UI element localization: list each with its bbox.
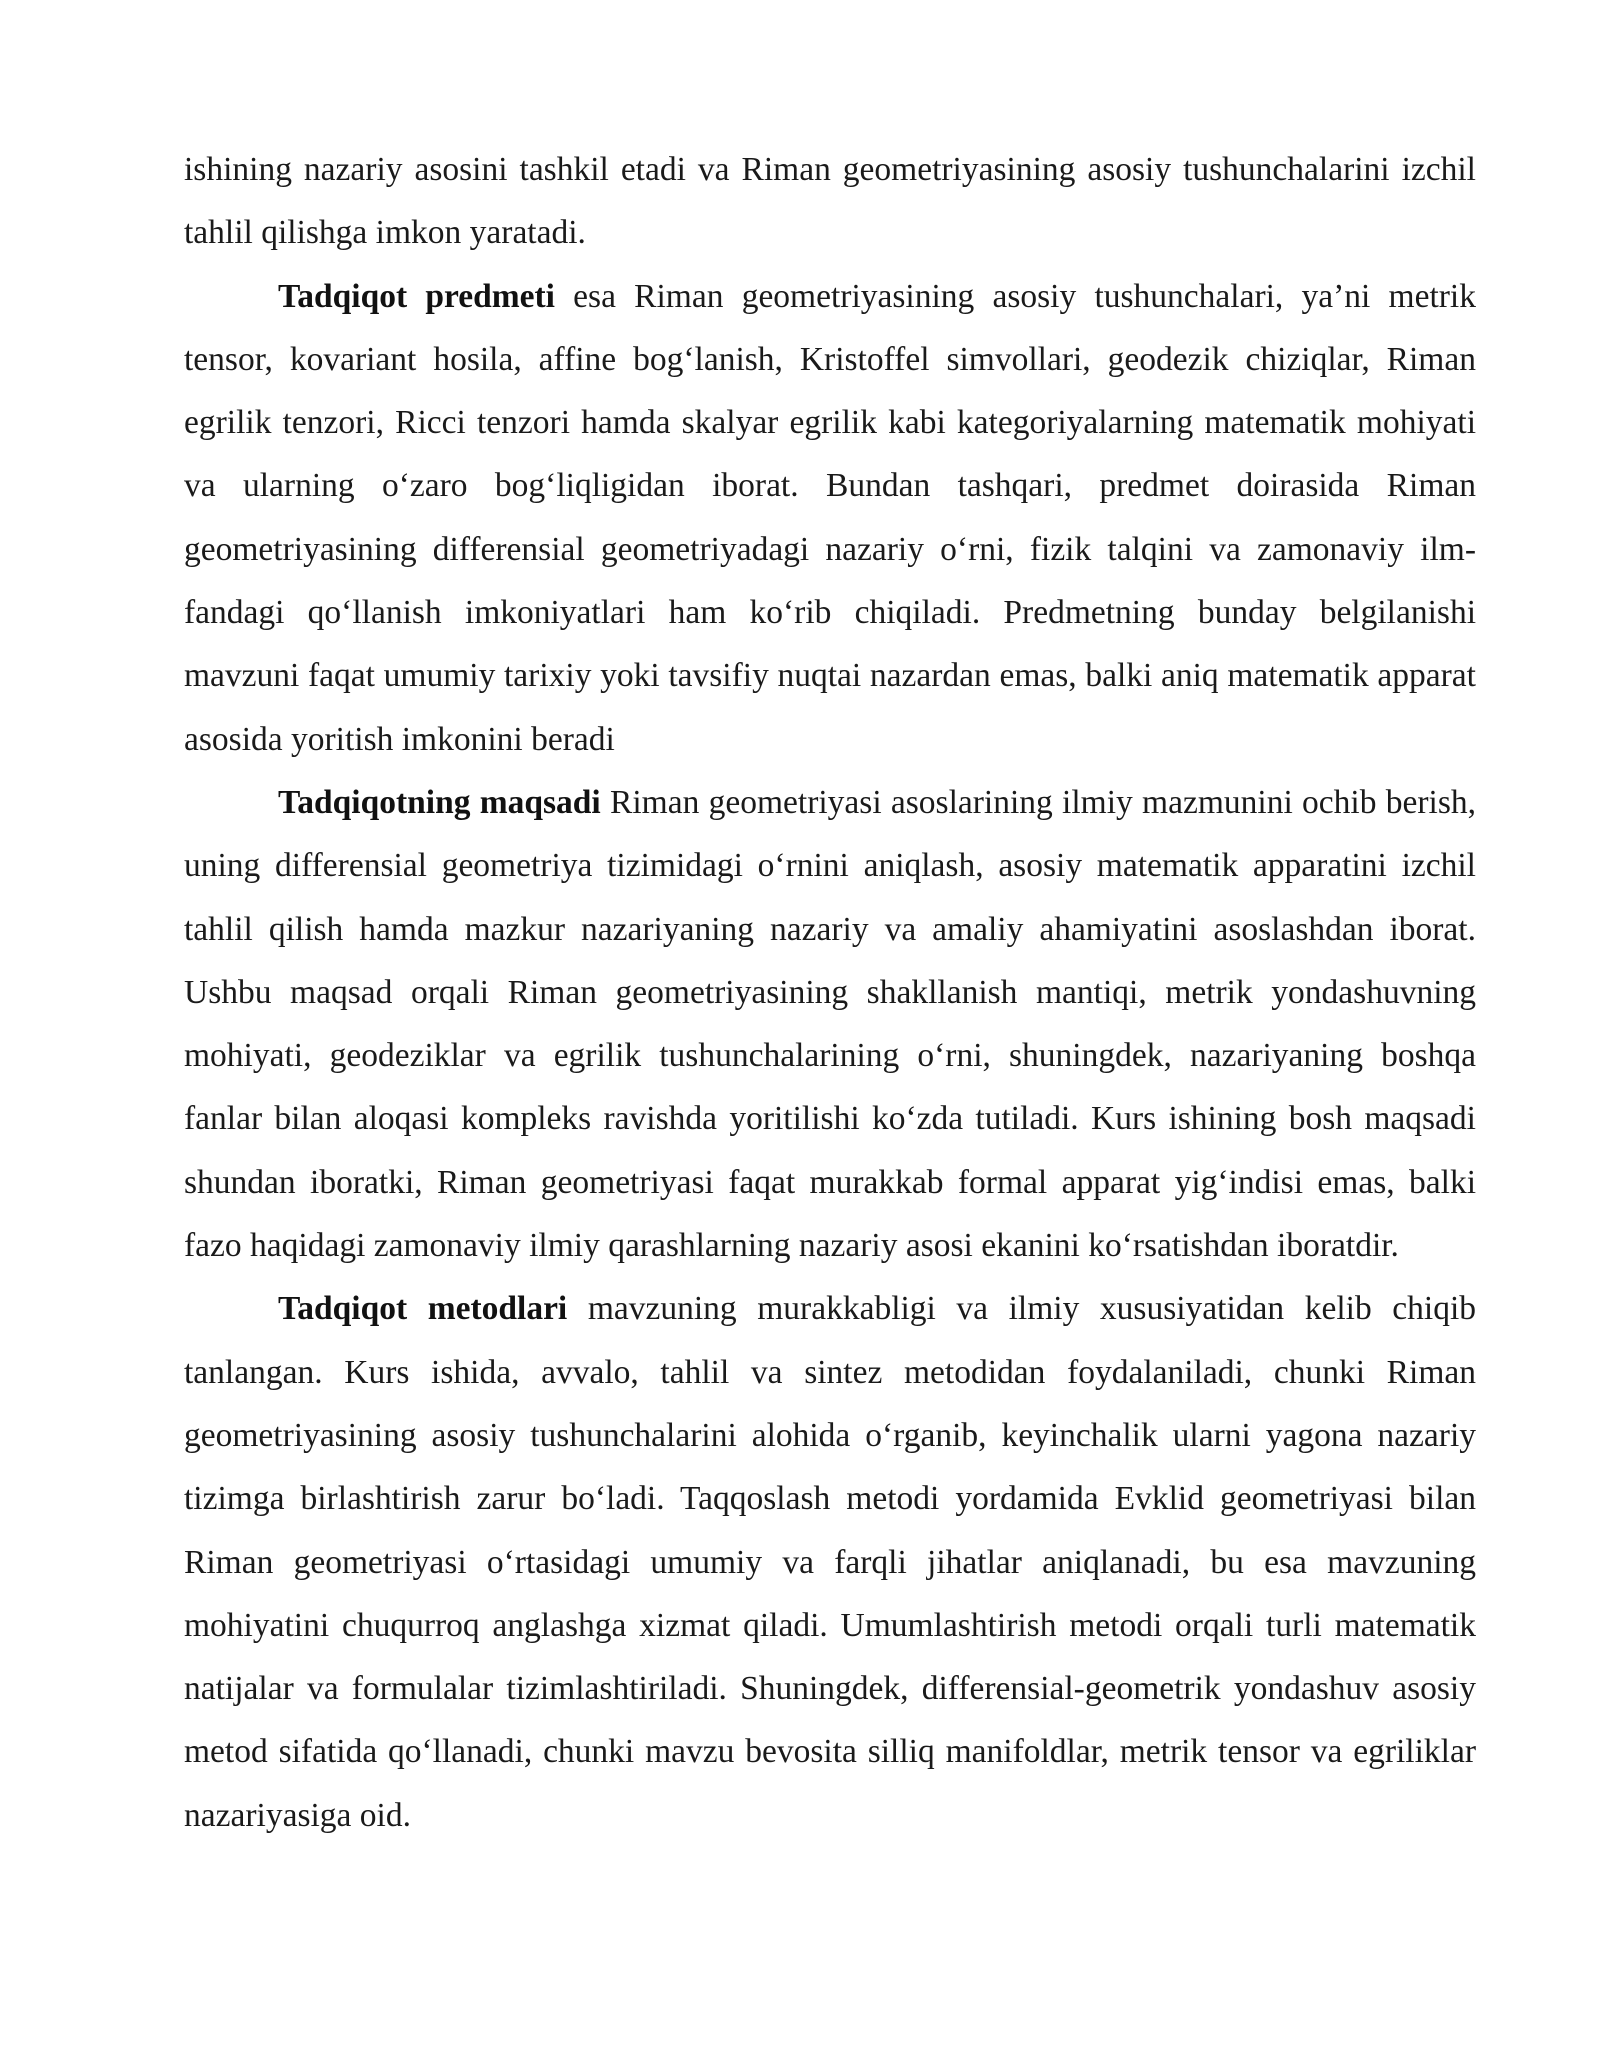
- paragraph-lead: Tadqiqotning maqsadi: [278, 783, 601, 821]
- paragraph-tadqiqot-predmeti: [184, 265, 1476, 771]
- paragraph-tadqiqotning-maqsadi: [184, 771, 1476, 1277]
- paragraph-text: esa Riman geometriyasining asosiy tushunchalari, ya’ni metrik tensor, kovariant hosila, affine bog‘lanish, Kristoffel simvollari, geodezik chiziqlar, Riman egrilik tenzori, Ricci tenzori hamda skalyar egrilik kabi kategoriyalarning matematik mohiyati va ularning o‘zaro bog‘liqligidan iborat. Bundan tashqari, predmet doirasida Riman geometriyasining differensial geometriyadagi nazariy o‘rni, fizik talqini va zamonaviy ilm-fandagi qo‘llanish imkoniyatlari ham ko‘rib chiqiladi. Predmetning bunday belgilanishi mavzuni faqat umumiy tarixiy yoki tavsifiy nuqtai nazardan emas, balki aniq matematik apparat asosida yoritish imkonini beradi: [184, 277, 1476, 758]
- paragraph-lead: Tadqiqot predmeti: [278, 277, 555, 315]
- paragraph-tadqiqot-metodlari: [184, 1277, 1476, 1847]
- paragraph-text: Riman geometriyasi asoslarining ilmiy mazmunini ochib berish, uning differensial geometriya tizimidagi o‘rnini aniqlash, asosiy matematik apparatini izchil tahlil qilish hamda mazkur nazariyaning nazariy va amaliy ahamiyatini asoslashdan iborat. Ushbu maqsad orqali Riman geometriyasining shakllanish mantiqi, metrik yondashuvning mohiyati, geodeziklar va egrilik tushunchalarining o‘rni, shuningdek, nazariyaning boshqa fanlar bilan aloqasi kompleks ravishda yoritilishi ko‘zda tutiladi. Kurs ishining bosh maqsadi shundan iboratki, Riman geometriyasi faqat murakkab formal apparat yig‘indisi emas, balki fazo haqidagi zamonaviy ilmiy qarashlarning nazariy asosi ekanini ko‘rsatishdan iboratdir.: [184, 783, 1476, 1265]
- paragraph-text: ishining nazariy asosini tashkil etadi va Riman geometriyasining asosiy tushunchalarini izchil tahlil qilishga imkon yaratadi.: [184, 151, 1476, 252]
- paragraph-continuation: [184, 138, 1476, 265]
- paragraph-text: mavzuning murakkabligi va ilmiy xususiyatidan kelib chiqib tanlangan. Kurs ishida, avvalo, tahlil va sintez metodidan foydalaniladi, chunki Riman geometriyasining asosiy tushunchalarini alohida o‘rganib, keyinchalik ularni yagona nazariy tizimga birlashtirish zarur bo‘ladi. Taqqoslash metodi yordamida Evklid geometriyasi bilan Riman geometriyasi o‘rtasidagi umumiy va farqli jihatlar aniqlanadi, bu esa mavzuning mohiyatini chuqurroq anglashga xizmat qiladi. Umumlashtirish metodi orqali turli matematik natijalar va formulalar tizimlashtiriladi. Shuningdek, differensial-geometrik yondashuv asosiy metod sifatida qo‘llanadi, chunki mavzu bevosita silliq manifoldlar, metrik tensor va egriliklar nazariyasiga oid.: [184, 1290, 1477, 1834]
- paragraph-lead: Tadqiqot metodlari: [278, 1290, 568, 1328]
- document-page: [184, 138, 1476, 1847]
